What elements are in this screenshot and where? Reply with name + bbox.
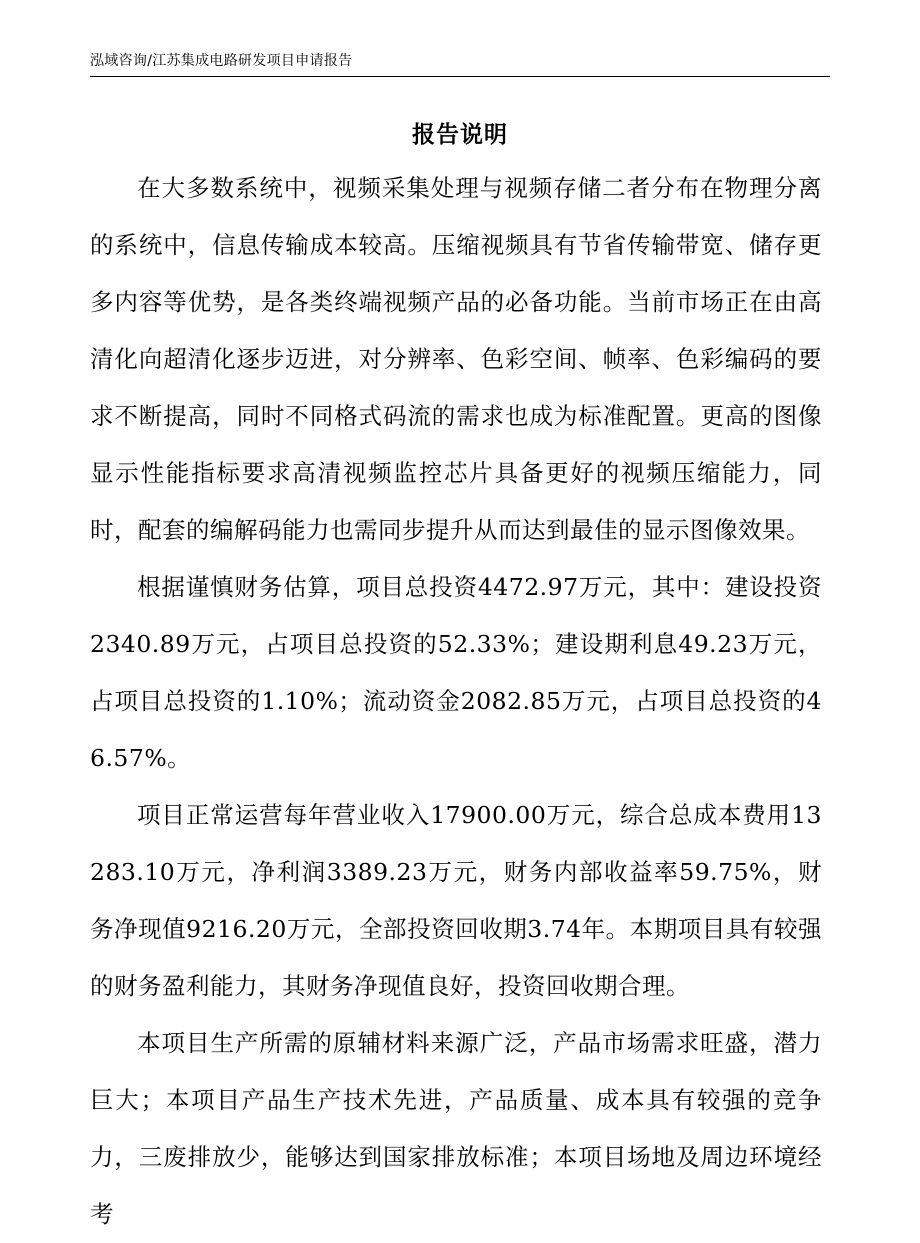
paragraph-materials: 本项目生产所需的原辅材料来源广泛，产品市场需求旺盛，潜力巨大；本项目产品生产技术先进，产品质量、成本具有较强的竞争力，三废排放少，能够达到国家排放标准；本项目场地及周边环境经考 bbox=[90, 1029, 822, 1228]
section-title: 报告说明 bbox=[412, 122, 508, 148]
paragraph-video-compression: 在大多数系统中，视频采集处理与视频存储二者分布在物理分离的系统中，信息传输成本较高。压缩视频具有节省传输带宽、储存更多内容等优势，是各类终端视频产品的必备功能。当前市场正在由高清化向超清化逐步迈进，对分辨率、色彩空间、帧率、色彩编码的要求不断提高，同时不同格式码流的需求也成为标准配置。更高的图像显示性能指标要求高清视频监控芯片具备更好的视频压缩能力，同时，配套的编解码能力也需同步提升从而达到最佳的显示图像效果。 bbox=[90, 174, 822, 544]
running-header: 泓域咨询/江苏集成电路研发项目申请报告 bbox=[90, 52, 830, 77]
document-body bbox=[90, 160, 822, 1243]
paragraph-revenue: 项目正常运营每年营业收入17900.00万元，综合总成本费用13283.10万元，净利润3389.23万元，财务内部收益率59.75%，财务净现值9216.20万元，全部投资回收期3.74年。本期项目具有较强的财务盈利能力，其财务净现值良好，投资回收期合理。 bbox=[90, 801, 822, 1000]
paragraph-investment: 根据谨慎财务估算，项目总投资4472.97万元，其中：建设投资2340.89万元，占项目总投资的52.33%；建设期利息49.23万元，占项目总投资的1.10%；流动资金2082.85万元，占项目总投资的46.57%。 bbox=[90, 573, 822, 772]
